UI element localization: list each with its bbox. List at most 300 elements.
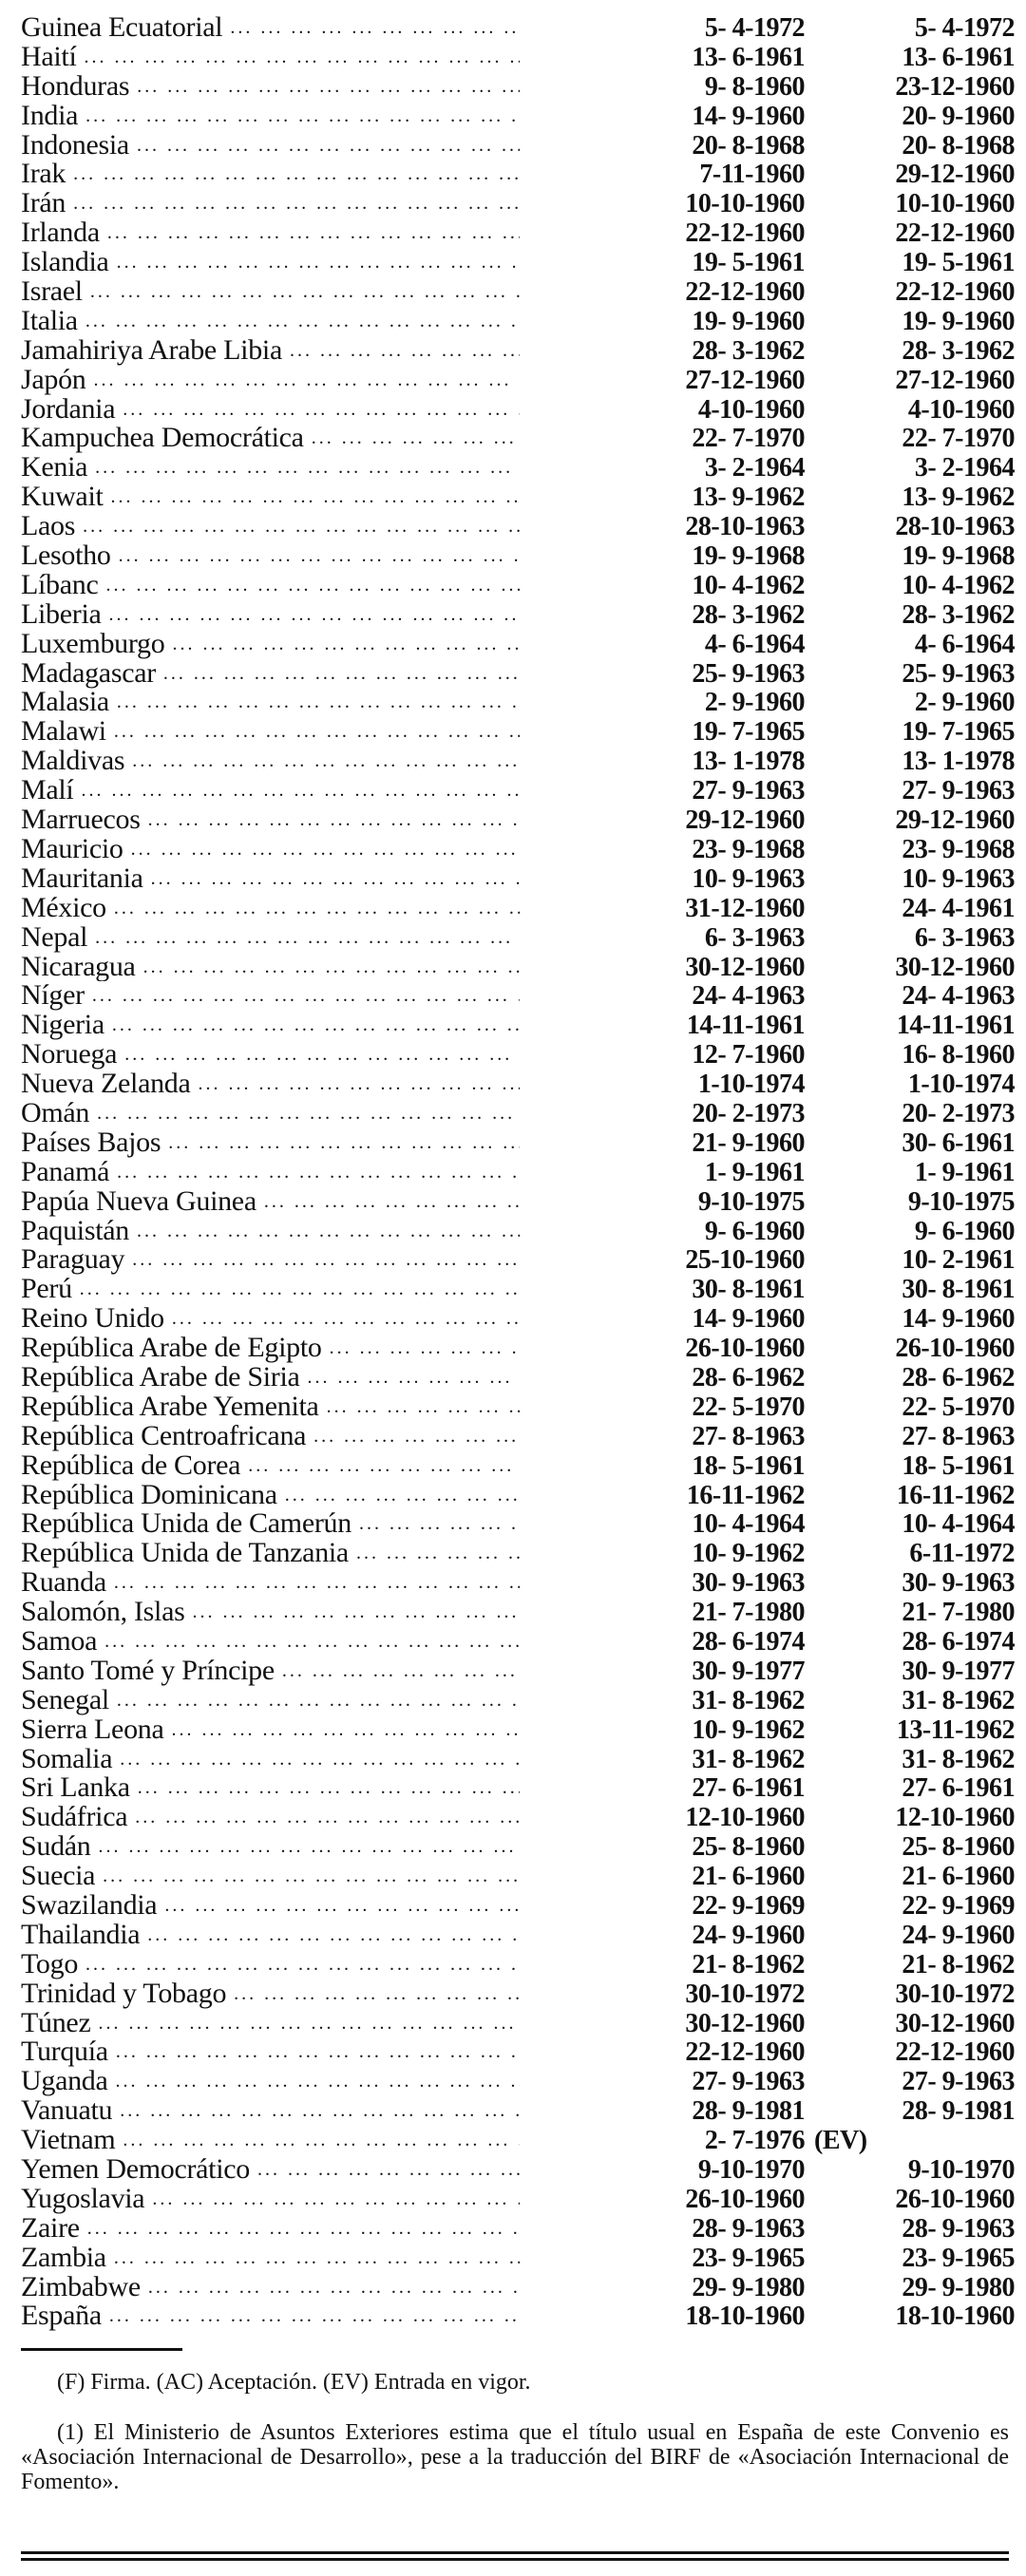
signature-date: 29-12-1960	[685, 805, 805, 836]
country-name: Luxemburgo	[21, 629, 165, 659]
ratification-date: 26-10-1960	[895, 2184, 1015, 2214]
dot-leader	[109, 248, 520, 277]
dot-leader	[108, 2067, 521, 2096]
country-name: Kenia	[21, 453, 88, 483]
dot-leader	[141, 805, 520, 835]
signature-date: 12-10-1960	[685, 1803, 805, 1833]
signature-date: 27- 8-1963	[692, 1421, 805, 1451]
country-cell	[21, 776, 520, 805]
country-cell	[21, 1773, 520, 1803]
country-cell	[21, 1481, 520, 1510]
ratification-date: 19- 9-1960	[902, 306, 1015, 336]
table-row	[21, 1979, 1015, 2009]
table-row	[21, 571, 1015, 600]
ratification-date: 24- 4-1961	[902, 893, 1015, 923]
dot-leader	[136, 953, 520, 982]
country-cell	[21, 512, 520, 541]
table-row	[21, 307, 1015, 336]
country-cell	[21, 1304, 520, 1334]
table-row	[21, 395, 1015, 425]
country-cell	[21, 981, 520, 1011]
table-row	[21, 776, 1015, 805]
signature-date: 9-10-1970	[697, 2155, 805, 2186]
country-name: República Centroafricana	[21, 1421, 307, 1451]
dot-leader	[115, 395, 520, 425]
country-name: Islandia	[21, 248, 109, 278]
country-cell	[21, 424, 520, 453]
ratification-date: 22- 7-1970	[902, 424, 1015, 454]
table-row	[21, 2126, 1015, 2155]
ratification-date: 28-10-1963	[895, 512, 1015, 542]
dot-leader	[304, 424, 520, 453]
country-cell	[21, 1950, 520, 1979]
table-row	[21, 1539, 1015, 1568]
country-name: Malí	[21, 776, 74, 806]
dot-leader	[124, 1245, 520, 1275]
ratification-date: 10- 9-1963	[902, 863, 1015, 894]
table-row	[21, 1451, 1015, 1481]
country-cell	[21, 747, 520, 776]
country-name: Sudáfrica	[21, 1803, 128, 1833]
country-name: Israel	[21, 277, 83, 307]
ratification-date: 28- 3-1962	[902, 599, 1015, 630]
signature-date: 31- 8-1962	[692, 1744, 805, 1774]
ratification-date: 30-10-1972	[895, 1979, 1015, 2009]
signature-date: 22-12-1960	[685, 218, 805, 249]
country-cell	[21, 1245, 520, 1275]
dot-leader	[140, 1921, 520, 1950]
country-name: Ruanda	[21, 1568, 106, 1599]
dot-leader	[112, 2096, 520, 2126]
table-row	[21, 2185, 1015, 2214]
ratification-date: 28- 3-1962	[902, 335, 1015, 366]
dot-leader	[157, 1891, 520, 1921]
signature-date: 19- 5-1961	[692, 248, 805, 278]
signature-date: 7-11-1960	[699, 160, 805, 190]
dot-leader	[95, 1862, 520, 1891]
table-row	[21, 1011, 1015, 1040]
table-row	[21, 1598, 1015, 1627]
table-row	[21, 1304, 1015, 1334]
country-name: Uganda	[21, 2067, 108, 2097]
dot-leader	[72, 1275, 520, 1304]
country-cell	[21, 805, 520, 835]
table-row	[21, 1099, 1015, 1128]
ratification-date: 20- 8-1968	[902, 130, 1015, 161]
signature-date: 28- 6-1974	[692, 1626, 805, 1657]
country-cell	[21, 2185, 520, 2214]
ratification-date: 21- 8-1962	[902, 1949, 1015, 1979]
country-name: Malasia	[21, 688, 109, 718]
country-cell	[21, 600, 520, 630]
signature-date: 9- 8-1960	[704, 71, 805, 102]
country-name: Japón	[21, 365, 86, 395]
dot-leader	[352, 1509, 520, 1539]
ratification-date: 29-12-1960	[895, 160, 1015, 190]
country-name: India	[21, 101, 79, 131]
dot-leader	[322, 1334, 520, 1363]
ratification-date: 18- 5-1961	[902, 1450, 1015, 1481]
dot-leader	[80, 2214, 520, 2244]
country-cell	[21, 1539, 520, 1568]
table-row	[21, 1422, 1015, 1451]
signature-date: 19- 7-1965	[692, 717, 805, 748]
signature-date: 5- 4-1972	[704, 13, 805, 43]
country-name: Senegal	[21, 1685, 109, 1715]
country-cell	[21, 2301, 520, 2331]
country-name: Papúa Nueva Guinea	[21, 1186, 256, 1217]
table-row	[21, 1657, 1015, 1686]
ratification-date: 1-10-1974	[907, 1070, 1015, 1100]
ratification-date: 9- 6-1960	[914, 1216, 1015, 1246]
dot-leader	[91, 1832, 520, 1862]
ratification-date: 25- 8-1960	[902, 1832, 1015, 1863]
table-row	[21, 1803, 1015, 1832]
country-cell	[21, 1363, 520, 1392]
signature-date: 30-10-1972	[685, 1979, 805, 2009]
country-name: Mauricio	[21, 834, 124, 864]
table-row	[21, 1158, 1015, 1187]
ratification-date: 2- 9-1960	[914, 688, 1015, 718]
dot-leader	[78, 1950, 520, 1979]
country-name: Yemen Democrático	[21, 2155, 250, 2185]
ratification-date: 22- 9-1969	[902, 1891, 1015, 1921]
country-name: Samoa	[21, 1626, 98, 1657]
country-cell	[21, 923, 520, 953]
signature-date: 13- 6-1961	[692, 42, 805, 72]
country-name: Panamá	[21, 1157, 110, 1187]
table-row	[21, 2214, 1015, 2244]
country-cell	[21, 1451, 520, 1481]
table-row	[21, 2301, 1015, 2331]
country-cell	[21, 1070, 520, 1099]
dot-leader	[99, 571, 521, 600]
country-name: Noruega	[21, 1040, 118, 1070]
country-cell	[21, 2273, 520, 2302]
table-row	[21, 894, 1015, 923]
country-cell	[21, 218, 520, 248]
country-name: República Unida de Tanzania	[21, 1539, 349, 1569]
ratification-date: 16- 8-1960	[902, 1040, 1015, 1070]
dot-leader	[129, 131, 520, 161]
country-cell	[21, 2009, 520, 2038]
table-row	[21, 1832, 1015, 1862]
country-cell	[21, 307, 520, 336]
signature-date: 6- 3-1963	[704, 922, 805, 953]
country-name: Nepal	[21, 922, 88, 953]
signature-date: 14- 9-1960	[692, 101, 805, 131]
country-name: Países Bajos	[21, 1127, 162, 1158]
dot-leader	[161, 1128, 520, 1158]
signature-date: 3- 2-1964	[704, 453, 805, 483]
signature-date: 22- 9-1969	[692, 1891, 805, 1921]
country-name: Irán	[21, 189, 66, 219]
country-cell	[21, 630, 520, 659]
country-name: Irlanda	[21, 218, 100, 249]
country-cell	[21, 1392, 520, 1422]
country-cell	[21, 72, 520, 102]
signature-date: 28- 9-1981	[692, 2096, 805, 2127]
ratification-date: 3- 2-1964	[914, 453, 1015, 483]
country-name: Vanuatu	[21, 2096, 113, 2127]
dot-leader	[89, 1099, 520, 1128]
table-row	[21, 1217, 1015, 1246]
table-row	[21, 1509, 1015, 1539]
signature-date: 20- 2-1973	[692, 1098, 805, 1128]
country-name: Yugoslavia	[21, 2184, 145, 2214]
country-name: Swazilandia	[21, 1891, 158, 1921]
country-name: República Dominicana	[21, 1480, 277, 1510]
signature-date: 24- 4-1963	[692, 981, 805, 1012]
dot-leader	[129, 72, 520, 102]
signature-date: 27-12-1960	[685, 365, 805, 395]
table-row	[21, 2244, 1015, 2273]
country-name: Sierra Leona	[21, 1714, 164, 1745]
ratification-date: 14-11-1961	[896, 1011, 1015, 1041]
country-name: Paraguay	[21, 1245, 125, 1276]
signature-date: 13- 9-1962	[692, 483, 805, 513]
dot-leader	[277, 1481, 520, 1510]
signatory-table	[21, 13, 1015, 2331]
dot-leader	[85, 981, 520, 1011]
dot-leader	[250, 2155, 520, 2185]
ratification-date: 22-12-1960	[895, 277, 1015, 308]
signature-date: 21- 9-1960	[692, 1127, 805, 1158]
ratification-date: 27- 8-1963	[902, 1421, 1015, 1451]
country-cell	[21, 1099, 520, 1128]
table-row	[21, 659, 1015, 689]
country-name: Kampuchea Democrática	[21, 424, 304, 454]
signature-date: 28- 3-1962	[692, 599, 805, 630]
table-row	[21, 189, 1015, 218]
table-row	[21, 2009, 1015, 2038]
dot-leader	[282, 336, 520, 366]
country-name: Mauritania	[21, 863, 143, 894]
table-row	[21, 1715, 1015, 1745]
ratification-date: 18-10-1960	[895, 2301, 1015, 2332]
signature-date: 22- 5-1970	[692, 1392, 805, 1422]
country-name: Líbanc	[21, 570, 99, 600]
country-cell	[21, 131, 520, 161]
table-row	[21, 1187, 1015, 1217]
ratification-date: 9-10-1970	[907, 2155, 1015, 2186]
table-row	[21, 864, 1015, 894]
country-name: Zambia	[21, 2243, 106, 2273]
signature-date: 23- 9-1968	[692, 834, 805, 864]
table-row	[21, 102, 1015, 131]
dot-leader	[109, 1158, 520, 1187]
signature-date: 24- 9-1960	[692, 1920, 805, 1950]
ratification-date: 24- 4-1963	[902, 981, 1015, 1012]
country-name: México	[21, 893, 106, 923]
country-name: Irak	[21, 160, 66, 190]
country-name: Trinidad y Tobago	[21, 1979, 227, 2009]
country-name: Malawi	[21, 717, 106, 748]
table-row	[21, 600, 1015, 630]
table-row	[21, 512, 1015, 541]
table-row	[21, 630, 1015, 659]
dot-leader	[191, 1070, 520, 1099]
ratification-date: 28- 6-1974	[902, 1626, 1015, 1657]
signature-date: 2- 7-1976	[704, 2126, 805, 2156]
ratification-date: 30- 9-1977	[902, 1656, 1015, 1686]
dot-leader	[90, 2009, 520, 2038]
signature-date: 13- 1-1978	[692, 747, 805, 777]
signature-date: 10- 4-1962	[692, 570, 805, 600]
dot-leader	[117, 1040, 520, 1070]
country-name: España	[21, 2301, 102, 2332]
country-cell	[21, 1862, 520, 1891]
country-cell	[21, 894, 520, 923]
dot-leader	[164, 1304, 520, 1334]
country-name: Zimbabwe	[21, 2272, 141, 2302]
country-cell	[21, 2096, 520, 2126]
dot-leader	[349, 1539, 520, 1568]
dot-leader	[129, 1217, 520, 1246]
country-cell	[21, 1568, 520, 1598]
signature-date: 22-12-1960	[685, 2037, 805, 2068]
table-row	[21, 1245, 1015, 1275]
dot-leader	[300, 1363, 520, 1392]
ratification-date: 27- 6-1961	[902, 1773, 1015, 1804]
table-row	[21, 923, 1015, 953]
ratification-date: 28- 6-1962	[902, 1362, 1015, 1392]
country-cell	[21, 659, 520, 689]
ratification-date: 28- 9-1981	[902, 2096, 1015, 2127]
table-row	[21, 1745, 1015, 1774]
ratification-date: 27- 9-1963	[902, 776, 1015, 806]
ratification-date: 21- 6-1960	[902, 1862, 1015, 1892]
dot-leader	[100, 218, 520, 248]
dot-leader	[109, 1686, 520, 1715]
table-row	[21, 453, 1015, 483]
dot-leader	[106, 894, 520, 923]
signature-date: 10- 4-1964	[692, 1509, 805, 1540]
dot-leader	[106, 1568, 520, 1598]
country-name: República Arabe Yemenita	[21, 1392, 319, 1422]
country-name: República Arabe de Egipto	[21, 1334, 322, 1363]
table-row	[21, 1773, 1015, 1803]
dot-leader	[226, 1979, 520, 2009]
country-cell	[21, 1217, 520, 1246]
dot-leader	[130, 1773, 520, 1803]
signature-date: 28-10-1963	[685, 512, 805, 542]
signature-date: 25- 8-1960	[692, 1832, 805, 1863]
country-cell	[21, 835, 520, 864]
dot-leader	[87, 453, 520, 483]
signature-date: 30-12-1960	[685, 2008, 805, 2038]
table-row	[21, 43, 1015, 72]
country-name: Suecia	[21, 1862, 96, 1892]
signature-date: 30- 9-1977	[692, 1656, 805, 1686]
country-cell	[21, 1715, 520, 1745]
ratification-date: 25- 9-1963	[902, 658, 1015, 689]
country-cell	[21, 1979, 520, 2009]
country-name: República Arabe de Siria	[21, 1362, 300, 1392]
signature-date: 4-10-1960	[697, 394, 805, 425]
country-name: Túnez	[21, 2008, 91, 2038]
signature-date: 20- 8-1968	[692, 130, 805, 161]
country-cell	[21, 1921, 520, 1950]
table-row	[21, 424, 1015, 453]
country-name: Honduras	[21, 71, 130, 102]
dot-leader	[108, 2037, 520, 2067]
dot-leader	[78, 102, 520, 131]
table-row	[21, 1921, 1015, 1950]
signature-date: 12- 7-1960	[692, 1040, 805, 1070]
signature-date: 25-10-1960	[685, 1245, 805, 1276]
signature-date: 19- 9-1968	[692, 541, 805, 572]
ratification-date: 4-10-1960	[907, 394, 1015, 425]
dot-leader	[77, 43, 521, 72]
ratification-date: 20- 9-1960	[902, 101, 1015, 131]
ratification-date: 10- 4-1964	[902, 1509, 1015, 1540]
country-cell	[21, 160, 520, 189]
table-row	[21, 248, 1015, 277]
dot-leader	[106, 2244, 520, 2273]
country-cell	[21, 717, 520, 747]
table-row	[21, 2273, 1015, 2302]
dot-leader	[306, 1422, 520, 1451]
signature-date: 22-12-1960	[685, 277, 805, 308]
dot-leader	[109, 688, 520, 717]
signature-date: 14- 9-1960	[692, 1304, 805, 1335]
signature-date: 21- 6-1960	[692, 1862, 805, 1892]
country-name: Reino Unido	[21, 1304, 164, 1335]
signature-date: 23- 9-1965	[692, 2243, 805, 2273]
ratification-date: 14- 9-1960	[902, 1304, 1015, 1335]
dot-leader	[256, 1187, 520, 1217]
country-cell	[21, 1509, 520, 1539]
signature-date: 28- 3-1962	[692, 335, 805, 366]
signature-date: 27- 9-1963	[692, 776, 805, 806]
table-row	[21, 131, 1015, 161]
dot-leader	[73, 776, 520, 805]
dot-leader	[83, 277, 520, 307]
table-row	[21, 953, 1015, 982]
table-row	[21, 218, 1015, 248]
signature-date: 10-10-1960	[685, 189, 805, 219]
country-name: Haití	[21, 42, 77, 72]
country-cell	[21, 1334, 520, 1363]
country-name: República de Corea	[21, 1450, 241, 1481]
table-row	[21, 160, 1015, 189]
country-name: Marruecos	[21, 805, 141, 835]
signature-date: 1- 9-1961	[704, 1157, 805, 1187]
ratification-date: 13- 6-1961	[902, 42, 1015, 72]
country-name: Lesotho	[21, 541, 111, 571]
signature-date: 9- 6-1960	[704, 1216, 805, 1246]
signature-date: 10- 9-1962	[692, 1539, 805, 1569]
dot-leader	[184, 1598, 520, 1627]
dot-leader	[143, 864, 520, 894]
country-cell	[21, 2037, 520, 2067]
country-name: Sri Lanka	[21, 1773, 130, 1804]
ratification-date: 10- 4-1962	[902, 570, 1015, 600]
ratification-date: 13- 9-1962	[902, 483, 1015, 513]
signature-date: 27- 9-1963	[692, 2067, 805, 2097]
table-row	[21, 13, 1015, 43]
table-row	[21, 1568, 1015, 1598]
ratification-date: 28- 9-1963	[902, 2213, 1015, 2244]
ratification-date: 31- 8-1962	[902, 1685, 1015, 1715]
country-name: Nicaragua	[21, 952, 136, 982]
country-name: Santo Tomé y Príncipe	[21, 1656, 275, 1686]
signature-date: 4- 6-1964	[704, 629, 805, 659]
ratification-date: 20- 2-1973	[902, 1098, 1015, 1128]
ratification-date: 13- 1-1978	[902, 747, 1015, 777]
table-row	[21, 1392, 1015, 1422]
